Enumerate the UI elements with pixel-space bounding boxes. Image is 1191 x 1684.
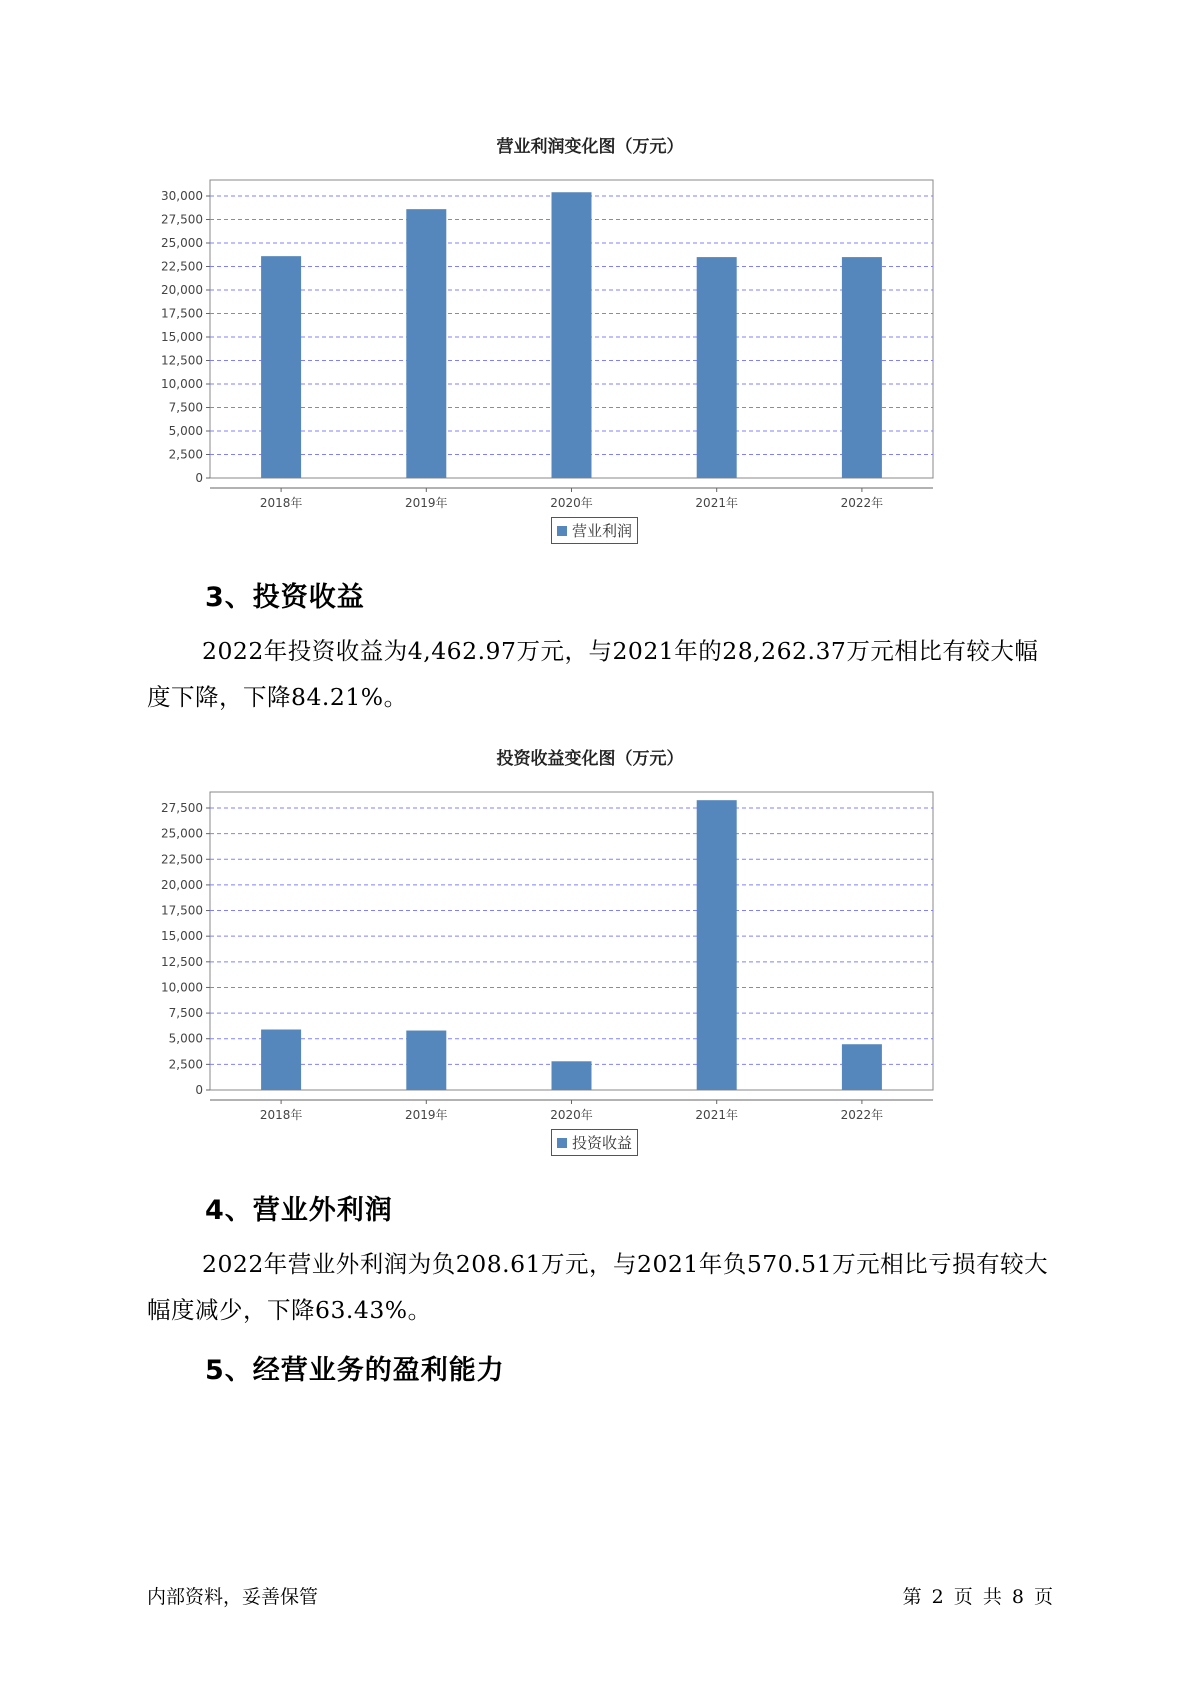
y-tick-label: 25,000	[161, 826, 203, 841]
y-tick-label: 22,500	[161, 259, 203, 274]
x-tick-label: 2019年	[405, 496, 448, 510]
legend-label: 投资收益	[572, 1134, 633, 1152]
investment-income-chart	[150, 744, 1030, 1164]
bar	[697, 257, 737, 478]
chart-plot	[150, 784, 1030, 1144]
y-tick-label: 10,000	[161, 377, 203, 391]
y-tick-label: 5,000	[168, 424, 203, 438]
bar	[552, 1061, 592, 1090]
legend-swatch	[557, 526, 567, 536]
bar	[406, 209, 446, 478]
chart-legend	[551, 1129, 638, 1156]
y-tick-label: 17,500	[161, 903, 203, 918]
y-tick-label: 27,500	[161, 801, 203, 815]
bar	[697, 800, 737, 1090]
bar	[261, 256, 301, 478]
y-tick-label: 30,000	[161, 189, 203, 203]
section-text-3: 2022年投资收益为4,462.97万元，与2021年的28,262.37万元相比有较大幅度下降，下降84.21%。	[147, 637, 1039, 711]
x-tick-label: 2019年	[405, 1108, 448, 1122]
y-tick-label: 20,000	[161, 877, 203, 892]
footer-note: 内部资料，妥善保管	[147, 1586, 319, 1608]
y-tick-label: 15,000	[161, 330, 203, 344]
bar	[842, 257, 882, 478]
plot-frame	[210, 792, 933, 1090]
section-text-4: 2022年营业外利润为负208.61万元，与2021年负570.51万元相比亏损有较大幅度减少，下降63.43%。	[147, 1250, 1049, 1324]
bar	[552, 192, 592, 478]
bar	[261, 1029, 301, 1090]
operating-profit-chart	[150, 132, 1030, 552]
y-tick-label: 12,500	[161, 353, 203, 368]
x-tick-label: 2021年	[695, 1108, 738, 1122]
x-tick-label: 2020年	[550, 496, 593, 510]
y-tick-label: 20,000	[161, 283, 203, 297]
y-tick-label: 27,500	[161, 212, 203, 227]
y-tick-label: 22,500	[161, 852, 203, 867]
legend-label: 营业利润	[572, 522, 633, 540]
chart-title: 营业利润变化图（万元）	[496, 137, 684, 157]
x-tick-label: 2018年	[259, 1108, 303, 1122]
y-tick-label: 10,000	[161, 980, 203, 995]
y-tick-label: 7,500	[168, 1006, 203, 1021]
page-number: 第 2 页 共 8 页	[902, 1586, 1053, 1608]
y-tick-label: 0	[195, 1083, 203, 1097]
section-heading-5: 5、经营业务的盈利能力	[205, 1355, 505, 1386]
section-heading-3: 3、投资收益	[205, 582, 365, 613]
bar	[842, 1044, 882, 1090]
y-tick-label: 5,000	[168, 1031, 203, 1046]
y-tick-label: 17,500	[161, 306, 203, 321]
section-heading-4: 4、营业外利润	[205, 1195, 393, 1226]
chart-legend	[551, 517, 638, 544]
x-tick-label: 2021年	[695, 496, 738, 510]
chart-plot	[150, 172, 1030, 532]
x-tick-label: 2022年	[840, 496, 884, 510]
y-tick-label: 2,500	[168, 1057, 203, 1072]
y-tick-label: 25,000	[161, 236, 203, 250]
x-tick-label: 2018年	[259, 496, 303, 510]
legend-swatch	[557, 1138, 567, 1148]
y-tick-label: 7,500	[168, 400, 203, 415]
bar	[406, 1031, 446, 1090]
y-tick-label: 15,000	[161, 929, 203, 944]
x-tick-label: 2020年	[550, 1108, 593, 1122]
chart-title: 投资收益变化图（万元）	[496, 749, 684, 769]
x-tick-label: 2022年	[840, 1108, 884, 1122]
y-tick-label: 0	[195, 471, 203, 485]
y-tick-label: 2,500	[168, 447, 203, 462]
y-tick-label: 12,500	[161, 954, 203, 969]
